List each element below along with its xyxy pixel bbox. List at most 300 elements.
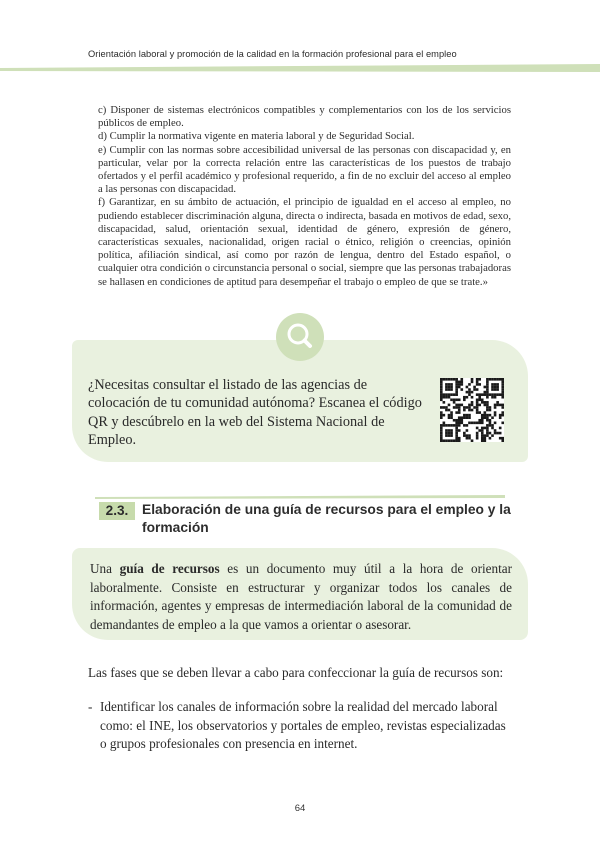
qr-module — [486, 404, 489, 407]
qr-module — [501, 381, 504, 384]
qr-module — [484, 386, 487, 389]
bullet-marker: - — [88, 699, 93, 714]
qr-module — [494, 404, 497, 407]
qr-module — [455, 386, 458, 389]
qr-module — [486, 416, 489, 419]
quote-item-e: e) Cumplir con las normas sobre accesibilidad universal de las personas con discapacidad y, en particular, velar por la correcta relación entre las características de los puestos de trabajo ofertados y el perfil académico y profesional requerido, a fin de no excluir del acceso al empleo a las personas con discapacidad. — [98, 143, 511, 196]
qr-module — [466, 429, 469, 432]
qr-module — [468, 434, 471, 437]
qr-module — [460, 383, 463, 386]
qr-module — [486, 409, 489, 412]
qr-module — [478, 383, 481, 386]
qr-module — [455, 437, 458, 440]
definition-text — [90, 560, 512, 634]
page-number: 64 — [294, 803, 306, 814]
qr-module — [494, 432, 497, 435]
qr-module — [484, 404, 487, 407]
qr-module — [458, 419, 461, 422]
qr-module — [455, 429, 458, 432]
qr-module — [440, 386, 443, 389]
qr-module — [463, 424, 466, 427]
qr-module — [453, 424, 456, 427]
qr-module — [478, 411, 481, 414]
qr-module — [494, 396, 497, 399]
qr-callout-text: ¿Necesitas consultar el listado de las agencias de colocación de tu comunidad autónoma? Escanea el código QR y descúbrelo en la web del Sistema Nacional de Empleo. — [88, 377, 422, 449]
qr-module — [476, 406, 479, 409]
quote-item-f: f) Garantizar, en su ámbito de actuación, el principio de igualdad en el acceso al empleo, no pudiendo establecer discriminación alguna, directa o indirecta, basada en motivos de edad, sexo, discapacidad, salud, orientación sexual, identidad de género, expresión de género, características sexuales, nacionalidad, origen racial o étnico, religión o creencias, opinión política, afiliación sindical, así como por razón de lengua, dentro del Estado español, o cualquier otra condición o circunstancia personal o social, siempre que las personas trabajadoras se hallasen en condiciones de aptitud para desempeñar el trabajo o empleo de que se trate.» — [98, 196, 511, 288]
qr-module — [468, 409, 471, 412]
qr-module — [468, 393, 471, 396]
qr-module — [486, 406, 489, 409]
qr-module — [443, 396, 446, 399]
qr-module — [471, 409, 474, 412]
qr-module — [453, 419, 456, 422]
qr-module — [453, 406, 456, 409]
qr-module — [494, 378, 497, 381]
qr-module — [489, 424, 492, 427]
qr-module — [453, 401, 456, 404]
qr-module — [458, 398, 461, 401]
qr-module — [486, 427, 489, 430]
qr-module — [440, 427, 443, 430]
qr-module — [468, 406, 471, 409]
qr-module — [491, 396, 494, 399]
qr-module — [455, 381, 458, 384]
qr-module — [466, 414, 469, 417]
qr-module — [478, 378, 481, 381]
qr-module — [481, 432, 484, 435]
qr-module — [443, 401, 446, 404]
qr-module — [484, 391, 487, 394]
qr-module — [460, 404, 463, 407]
qr-module — [440, 398, 443, 401]
qr-module — [455, 427, 458, 430]
qr-module — [440, 411, 443, 414]
qr-module — [448, 393, 451, 396]
qr-module — [476, 381, 479, 384]
qr-module — [455, 439, 458, 442]
qr-module — [486, 386, 489, 389]
qr-module — [499, 393, 502, 396]
qr-module — [460, 388, 463, 391]
qr-module — [491, 427, 494, 430]
qr-module — [453, 378, 456, 381]
qr-module — [496, 404, 499, 407]
qr-module — [481, 398, 484, 401]
qr-module — [443, 424, 446, 427]
legal-quote — [98, 104, 511, 289]
qr-module — [455, 424, 458, 427]
qr-module — [468, 437, 471, 440]
qr-module — [455, 419, 458, 422]
qr-module — [481, 437, 484, 440]
qr-module — [501, 439, 504, 442]
qr-module — [468, 404, 471, 407]
section-title: Elaboración de una guía de recursos para el empleo y la formación — [142, 502, 511, 535]
qr-module — [450, 398, 453, 401]
qr-module — [445, 439, 448, 442]
qr-module — [491, 388, 494, 391]
qr-module — [448, 388, 451, 391]
qr-module — [489, 393, 492, 396]
qr-module — [486, 419, 489, 422]
qr-module — [499, 414, 502, 417]
qr-module — [440, 432, 443, 435]
qr-module — [455, 398, 458, 401]
qr-module — [501, 386, 504, 389]
qr-module — [478, 419, 481, 422]
qr-module — [476, 383, 479, 386]
qr-module — [501, 378, 504, 381]
qr-module — [455, 432, 458, 435]
qr-module — [455, 388, 458, 391]
qr-module — [473, 422, 476, 425]
qr-module — [471, 391, 474, 394]
qr-module — [440, 437, 443, 440]
qr-module — [445, 406, 448, 409]
qr-module — [463, 434, 466, 437]
qr-module — [455, 422, 458, 425]
qr-module — [458, 404, 461, 407]
qr-module — [484, 439, 487, 442]
qr-module — [478, 429, 481, 432]
qr-module — [501, 406, 504, 409]
qr-module — [468, 388, 471, 391]
qr-module — [476, 409, 479, 412]
qr-module — [491, 424, 494, 427]
qr-module — [448, 429, 451, 432]
qr-module — [478, 396, 481, 399]
qr-module — [486, 414, 489, 417]
qr-module — [486, 401, 489, 404]
qr-module — [458, 406, 461, 409]
qr-module — [468, 416, 471, 419]
qr-module — [460, 419, 463, 422]
qr-module — [448, 396, 451, 399]
qr-module — [448, 414, 451, 417]
qr-module — [445, 378, 448, 381]
qr-module — [501, 437, 504, 440]
qr-module — [450, 432, 453, 435]
qr-module — [494, 383, 497, 386]
qr-module — [450, 378, 453, 381]
qr-module — [455, 391, 458, 394]
qr-module — [501, 383, 504, 386]
qr-module — [466, 386, 469, 389]
qr-module — [494, 411, 497, 414]
qr-module — [486, 391, 489, 394]
qr-module — [496, 383, 499, 386]
qr-module — [491, 434, 494, 437]
qr-module — [491, 393, 494, 396]
qr-module — [484, 416, 487, 419]
qr-module — [478, 393, 481, 396]
qr-module — [450, 411, 453, 414]
qr-module — [466, 406, 469, 409]
qr-module — [458, 386, 461, 389]
qr-module — [484, 437, 487, 440]
qr-module — [448, 386, 451, 389]
qr-module — [471, 401, 474, 404]
qr-code-icon[interactable] — [440, 378, 504, 442]
qr-module — [471, 381, 474, 384]
qr-module — [466, 416, 469, 419]
qr-module — [463, 409, 466, 412]
qr-module — [486, 381, 489, 384]
qr-module — [466, 434, 469, 437]
fases-intro: Las fases que se deben llevar a cabo para confeccionar la guía de recursos son: — [88, 665, 504, 680]
qr-module — [466, 424, 469, 427]
qr-module — [458, 383, 461, 386]
qr-module — [501, 388, 504, 391]
qr-module — [443, 393, 446, 396]
qr-module — [486, 393, 489, 396]
qr-module — [491, 383, 494, 386]
qr-module — [496, 393, 499, 396]
qr-module — [494, 393, 497, 396]
qr-module — [448, 416, 451, 419]
qr-module — [463, 398, 466, 401]
qr-module — [499, 404, 502, 407]
list-item — [88, 698, 513, 754]
qr-module — [458, 409, 461, 412]
qr-module — [473, 388, 476, 391]
qr-module — [455, 383, 458, 386]
qr-module — [473, 406, 476, 409]
qr-module — [458, 424, 461, 427]
qr-module — [440, 388, 443, 391]
qr-module — [494, 386, 497, 389]
definition-lead: Una — [90, 561, 120, 576]
qr-module — [460, 416, 463, 419]
qr-module — [440, 429, 443, 432]
qr-module — [486, 383, 489, 386]
magnifier-icon — [276, 313, 324, 361]
qr-module — [501, 391, 504, 394]
qr-module — [489, 419, 492, 422]
qr-module — [501, 411, 504, 414]
qr-module — [496, 401, 499, 404]
qr-module — [486, 429, 489, 432]
qr-module — [473, 386, 476, 389]
qr-module — [453, 393, 456, 396]
qr-module — [489, 422, 492, 425]
qr-module — [476, 401, 479, 404]
qr-module — [501, 393, 504, 396]
qr-module — [445, 396, 448, 399]
qr-module — [468, 383, 471, 386]
qr-module — [466, 396, 469, 399]
qr-module — [440, 434, 443, 437]
qr-module — [445, 424, 448, 427]
qr-module — [463, 396, 466, 399]
qr-module — [445, 434, 448, 437]
qr-module — [440, 383, 443, 386]
qr-module — [458, 437, 461, 440]
qr-module — [494, 414, 497, 417]
qr-module — [489, 409, 492, 412]
qr-module — [481, 416, 484, 419]
qr-module — [443, 414, 446, 417]
qr-module — [463, 406, 466, 409]
qr-module — [476, 437, 479, 440]
qr-module — [486, 388, 489, 391]
qr-module — [455, 393, 458, 396]
qr-module — [455, 434, 458, 437]
qr-module — [440, 393, 443, 396]
qr-module — [463, 432, 466, 435]
qr-module — [443, 378, 446, 381]
qr-module — [481, 434, 484, 437]
qr-module — [484, 393, 487, 396]
qr-module — [450, 424, 453, 427]
qr-module — [450, 429, 453, 432]
qr-module — [471, 378, 474, 381]
qr-module — [460, 422, 463, 425]
qr-module — [458, 429, 461, 432]
qr-module — [489, 378, 492, 381]
qr-module — [489, 406, 492, 409]
definition-rest: es un documento muy útil a la hora de orientar laboralmente. Consiste en estructurar y organizar todos los canales de información, agentes y empresas de intermediación laboral de la comunidad de demandantes de empleo a la que vamos a orientar o asesorar. — [90, 561, 512, 632]
qr-module — [458, 416, 461, 419]
qr-module — [476, 388, 479, 391]
qr-module — [471, 422, 474, 425]
qr-module — [476, 422, 479, 425]
qr-module — [440, 424, 443, 427]
qr-module — [463, 416, 466, 419]
qr-module — [494, 422, 497, 425]
qr-module — [458, 381, 461, 384]
qr-module — [463, 414, 466, 417]
qr-module — [476, 411, 479, 414]
fases-list — [88, 698, 513, 754]
qr-module — [448, 378, 451, 381]
qr-module — [450, 386, 453, 389]
qr-module — [486, 396, 489, 399]
qr-module — [476, 393, 479, 396]
qr-module — [501, 404, 504, 407]
qr-module — [486, 378, 489, 381]
quote-item-d: d) Cumplir la normativa vigente en materia laboral y de Seguridad Social. — [98, 130, 415, 143]
qr-module — [448, 383, 451, 386]
qr-module — [448, 439, 451, 442]
qr-module — [486, 432, 489, 435]
qr-module — [458, 411, 461, 414]
qr-module — [450, 434, 453, 437]
qr-module — [481, 439, 484, 442]
qr-module — [450, 416, 453, 419]
section-number: 2.3. — [99, 502, 135, 520]
qr-module — [476, 427, 479, 430]
qr-module — [453, 439, 456, 442]
qr-module — [448, 409, 451, 412]
qr-module — [481, 419, 484, 422]
qr-module — [494, 429, 497, 432]
qr-module — [476, 378, 479, 381]
qr-module — [448, 424, 451, 427]
qr-module — [484, 411, 487, 414]
qr-module — [494, 388, 497, 391]
qr-module — [496, 432, 499, 435]
qr-module — [450, 414, 453, 417]
qr-module — [499, 416, 502, 419]
qr-module — [491, 416, 494, 419]
qr-module — [486, 434, 489, 437]
qr-module — [476, 432, 479, 435]
qr-module — [481, 429, 484, 432]
qr-module — [471, 439, 474, 442]
qr-module — [466, 391, 469, 394]
qr-module — [460, 381, 463, 384]
qr-module — [455, 404, 458, 407]
qr-module — [468, 422, 471, 425]
qr-module — [489, 437, 492, 440]
qr-module — [491, 386, 494, 389]
qr-module — [458, 422, 461, 425]
qr-module — [448, 404, 451, 407]
qr-module — [501, 422, 504, 425]
qr-module — [445, 386, 448, 389]
qr-module — [466, 437, 469, 440]
header-rule — [0, 64, 600, 76]
qr-module — [489, 432, 492, 435]
qr-module — [455, 411, 458, 414]
qr-module — [471, 404, 474, 407]
qr-module — [481, 422, 484, 425]
qr-module — [484, 434, 487, 437]
qr-module — [440, 416, 443, 419]
qr-module — [481, 393, 484, 396]
qr-module — [443, 406, 446, 409]
qr-module — [448, 432, 451, 435]
qr-module — [501, 396, 504, 399]
qr-module — [476, 434, 479, 437]
qr-module — [499, 378, 502, 381]
definition-term: guía de recursos — [119, 561, 220, 576]
qr-module — [440, 439, 443, 442]
qr-module — [440, 406, 443, 409]
qr-module — [458, 439, 461, 442]
qr-module — [499, 427, 502, 430]
qr-module — [440, 378, 443, 381]
qr-module — [484, 401, 487, 404]
qr-module — [440, 381, 443, 384]
qr-module — [481, 414, 484, 417]
qr-module — [486, 424, 489, 427]
qr-module — [476, 404, 479, 407]
qr-module — [489, 414, 492, 417]
qr-module — [499, 437, 502, 440]
qr-module — [445, 388, 448, 391]
qr-module — [481, 427, 484, 430]
qr-module — [496, 388, 499, 391]
qr-module — [450, 393, 453, 396]
qr-module — [484, 414, 487, 417]
qr-module — [445, 432, 448, 435]
qr-module — [484, 427, 487, 430]
qr-module — [450, 383, 453, 386]
qr-module — [443, 422, 446, 425]
qr-module — [453, 398, 456, 401]
qr-module — [478, 404, 481, 407]
qr-module — [501, 414, 504, 417]
qr-module — [476, 398, 479, 401]
qr-module — [450, 388, 453, 391]
running-title: Orientación laboral y promoción de la calidad en la formación profesional para el empleo — [88, 49, 457, 59]
qr-module — [440, 391, 443, 394]
qr-module — [445, 383, 448, 386]
qr-module — [460, 378, 463, 381]
